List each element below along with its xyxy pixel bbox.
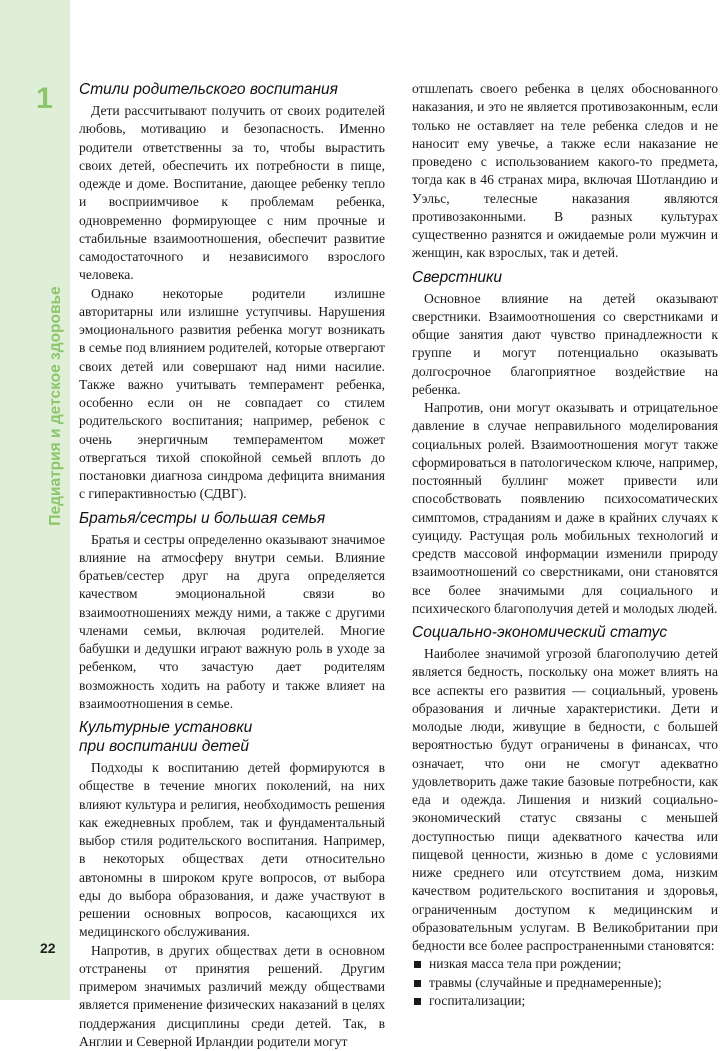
page-number: 22 <box>40 940 56 956</box>
right-column <box>412 80 718 1010</box>
list-item-text: госпитализации; <box>429 993 525 1008</box>
paragraph: Подходы к воспитанию детей формируются в обществе в течение многих поколений, на них влияют культура и религия, необходимость решения как ежедневных проблем, так и фундаментальный выбор стиля родительского воспитания. Например, в некоторых обществах дети относительно автономны в широком круге вопросов, от выбора еды до выбора образования, и даже участвуют в решении основных вопросов, касающихся их медицинского обслуживания. <box>79 759 385 942</box>
section-title-line: Культурные установки <box>79 719 252 736</box>
section-title-line: при воспитании детей <box>79 738 249 755</box>
section-title-cultural <box>79 718 385 756</box>
list-item <box>412 992 718 1010</box>
bullet-list <box>412 955 718 1010</box>
chapter-number: 1 <box>36 83 53 115</box>
square-bullet-icon <box>414 961 421 968</box>
list-item-text: травмы (случайные и преднамеренные); <box>429 975 662 990</box>
paragraph: Братья и сестры определенно оказывают значимое влияние на атмосферу внутри семьи. Влияние братьев/сестер друг на друга определяется качеством эмоциональной связи во взаимоотношениях между ними, а также с другими членами семьи, включая родителей. Многие бабушки и дедушки играют важную роль в уходе за ребенком, что зачастую дает родителям возможность ходить на работу и также влияет на взаимоотношения в семье. <box>79 531 385 714</box>
section-title-peers: Сверстники <box>412 268 718 287</box>
list-item <box>412 955 718 973</box>
left-column <box>79 80 385 1051</box>
square-bullet-icon <box>414 980 421 987</box>
paragraph: Дети рассчитывают получить от своих родителей любовь, мотивацию и безопасность. Именно родители ответственны за то, чтобы вырастить своих детей, обеспечить их потребности в пище, одежде и доме. Воспитание, дающее ребенку тепло и восприимчивое к проблемам ребенка, одновременно формирующее с ним прочные и стабильные взаимоотношения, обеспечит развитие самодостаточного и независимого взрослого человека. <box>79 102 385 285</box>
paragraph: Наиболее значимой угрозой благополучию детей является бедность, поскольку она может влиять на все аспекты его развития — социальный, уровень образования и личные характеристики. Дети и молодые люди, живущие в бедности, с большей вероятностью будут ограничены в финансах, что означает, что они не смогут адекватно удовлетворить даже такие базовые потребности, как еда и одежда. Лишения и низкий социально-экономический статус связаны с меньшей доступностью пищи адекватного качества или пищевой ценности, жизнью в доме с условиями ниже среднего или отсутствием дома, низким качеством родительского воспитания и здоровья, ограниченным доступом к медицинским и образовательным услугам. В Великобритании при бедности все более распространенными становятся: <box>412 645 718 955</box>
square-bullet-icon <box>414 998 421 1005</box>
paragraph: Напротив, они могут оказывать и отрицательное давление в случае неправильного моделирования социальных ролей. Взаимоотношения могут также сформироваться в патологическом ключе, например, постоянный буллинг может привести или способствовать появлению психосоматических симптомов, страданиям и даже в крайних случаях к суициду. Растущая роль мобильных технологий и средств массовой информации изменили природу взаимоотношений со сверстниками, они становятся все более значимыми для социального и психического благополучия детей и молодых людей. <box>412 399 718 618</box>
list-item-text: низкая масса тела при рождении; <box>429 956 621 971</box>
paragraph: Однако некоторые родители излишне авторитарны или излишне уступчивы. Нарушения эмоционального развития ребенка могут возникать в семье под влиянием родителей, которые отвергают своих детей или совершают над ними насилие. Также важно учитывать темперамент ребенка, особенно если он не совпадает со стилем родительского воспитания; например, ребенок с очень энергичным темпераментом может отвергаться тихой спокойной семьей вплоть до постановки диагноза синдрома дефицита внимания с гиперактивностью (СДВГ). <box>79 285 385 504</box>
list-item <box>412 974 718 992</box>
paragraph-continued: отшлепать своего ребенка в целях обоснованного наказания, и это не является противозаконным, если только не оставляет на теле ребенка следов и не наносит ему увечье, а также если наказание не проведено с использованием какого-то предмета, тогда как в 46 странах мира, включая Шотландию и Уэльс, телесные наказания являются противозаконными. В разных культурах существенно разнятся и ожидаемые роли мужчин и женщин, как взрослых, так и детей. <box>412 80 718 263</box>
section-title-parenting-styles: Стили родительского воспитания <box>79 80 385 99</box>
chapter-title-vertical: Педиатрия и детское здоровье <box>45 206 67 606</box>
section-title-socioeconomic: Социально-экономический статус <box>412 623 718 642</box>
section-title-siblings: Братья/сестры и большая семья <box>79 509 385 528</box>
paragraph: Напротив, в других обществах дети в основном отстранены от принятия решений. Другим примером значимых различий между обществами является применение физических наказаний в целях поддержания дисциплины среди детей. Так, в Англии и Северной Ирландии родители могут <box>79 942 385 1051</box>
paragraph: Основное влияние на детей оказывают сверстники. Взаимоотношения со сверстниками и общие занятия дают чувство принадлежности к группе и могут потенциально оказывать долгосрочное благоприятное воздействие на ребенка. <box>412 290 718 400</box>
